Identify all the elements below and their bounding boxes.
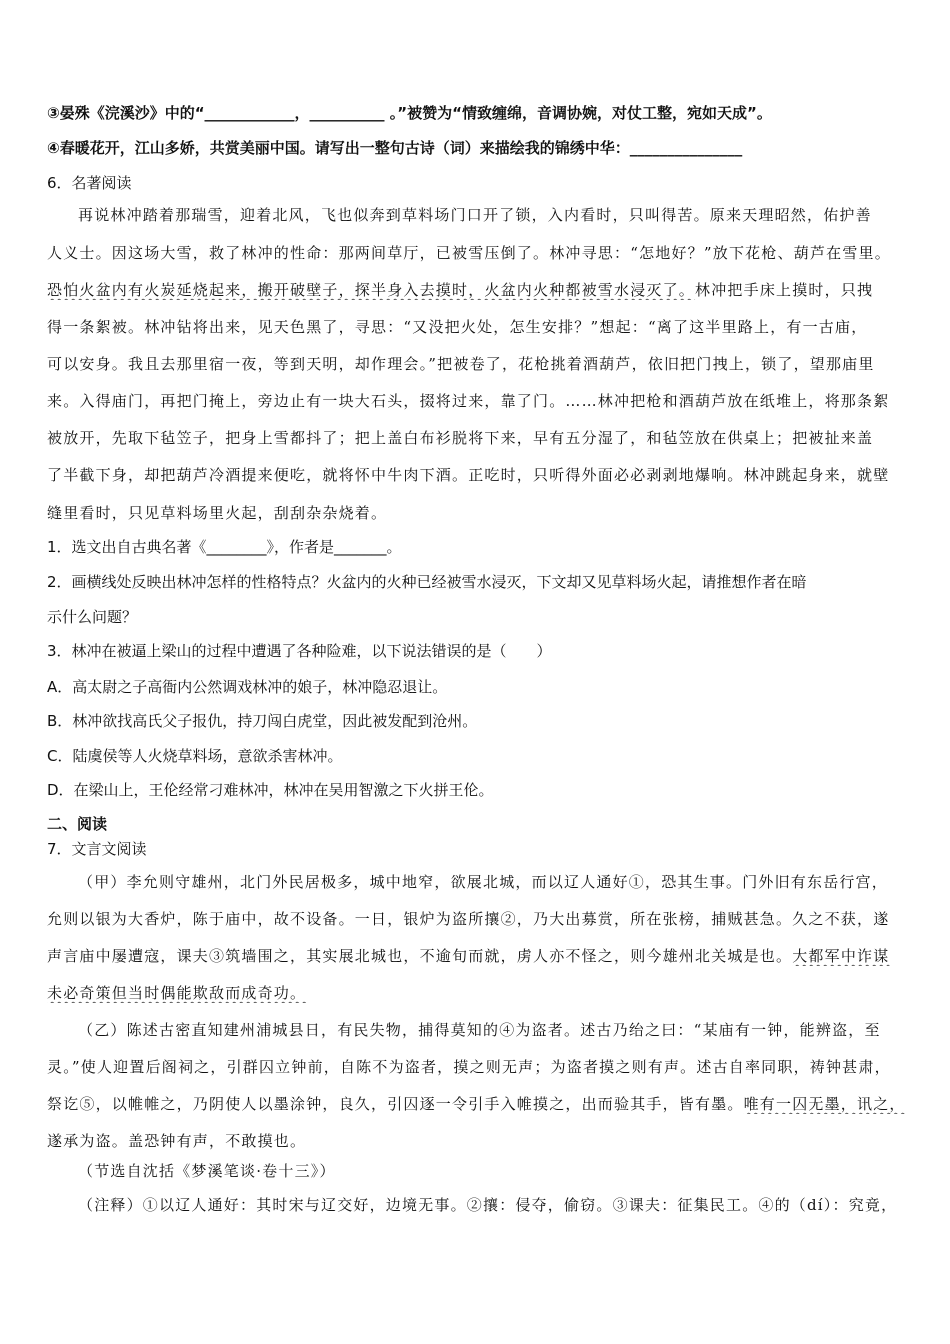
passage-line: 人义士。因这场大雪，救了林冲的性命：那两间草厅，已被雪压倒了。林冲寻思：“怎地好？”放下花枪、葫芦在雪里。 xyxy=(47,244,891,262)
question-7-title: 7．文言文阅读 xyxy=(47,840,147,858)
poem-item-4: ④春暖花开，江山多娇，共赏美丽中国。请写出一整句古诗（词）来描绘我的锦绣中华：_______________ xyxy=(47,139,743,157)
passage-line: 可以安身。我且去那里宿一夜，等到天明，却作理会。”把被卷了，花枪挑着酒葫芦，依旧把门拽上，锁了，望那庙里 xyxy=(47,355,875,373)
section-2-heading: 二、阅读 xyxy=(47,815,108,833)
jia-line-head: 声言庙中屡遭寇，课夫③筑墙围之，其实展北城也，不逾旬而就，虏人亦不怪之，则今雄州北关城是也。 xyxy=(47,947,793,965)
jia-passage-line: 允则以银为大香炉，陈于庙中，故不设备。一日，银炉为盗所攘②，乃大出募赏，所在张榜，捕贼甚急。久之不获，遂 xyxy=(47,910,890,928)
yi-passage-line xyxy=(47,1094,907,1114)
yi-passage-line: （乙）陈述古密直知建州浦城县日，有民失物，捕得莫知的④为盗者。述古乃绐之曰：“某庙有一钟，能辨盗，至 xyxy=(78,1021,881,1039)
option-b: B．林冲欲找高氏父子报仇，持刀闯白虎堂，因此被发配到沧州。 xyxy=(47,712,478,730)
question-6-2: 2．画横线处反映出林冲怎样的性格特点？火盆内的火种已经被雪水浸灭，下文却又见草料场火起，请推想作者在暗 xyxy=(47,573,807,591)
passage-line: 得一条絮被。林冲钻将出来，见天色黑了，寻思：“又没把火处，怎生安排？”想起：“离了这半里路上，有一古庙， xyxy=(47,318,868,336)
notes-line: （注释）①以辽人通好：其时宋与辽交好，边境无事。②攘：侵夺，偷窃。③课夫：征集民工。④的（dí）：究竟， xyxy=(78,1196,898,1214)
question-6-title: 6．名著阅读 xyxy=(47,174,132,192)
question-6-1: 1．选文出自古典名著《________》，作者是_______。 xyxy=(47,538,402,556)
passage-line-tail: 林冲把手床上摸时，只拽 xyxy=(695,281,874,299)
source-citation: （节选自沈括《梦溪笔谈·卷十三》） xyxy=(78,1162,336,1180)
option-a: A．高太尉之子高衙内公然调戏林冲的娘子，林冲隐忍退让。 xyxy=(47,678,448,696)
underlined-sentence: 唯有一囚无墨，讯之， xyxy=(743,1095,906,1113)
poem-item-3: ③晏殊《浣溪沙》中的“____________，__________ 。”被赞为“情致缠绵，音调协婉，对仗工整，宛如天成”。 xyxy=(47,104,772,122)
passage-line: 来。入得庙门，再把门掩上，旁边止有一块大石头，掇将过来，靠了门。……林冲把枪和酒葫芦放在纸堆上，将那条絮 xyxy=(47,392,890,410)
passage-line: 再说林冲踏着那瑞雪，迎着北风，飞也似奔到草料场门口开了锁，入内看时，只叫得苦。原来天理昭然，佑护善 xyxy=(78,206,872,224)
jia-passage-line xyxy=(47,983,907,1003)
question-6-3: 3．林冲在被逼上梁山的过程中遭遇了各种险难，以下说法错误的是（ ） xyxy=(47,642,552,660)
yi-passage-line: 灵。”使人迎置后阁祠之，引群囚立钟前，自陈不为盗者，摸之则无声；为盗者摸之则有声。述古自率同职，祷钟甚肃， xyxy=(47,1058,891,1076)
option-d: D．在梁山上，王伦经常刁难林冲，林冲在吴用智激之下火拼王伦。 xyxy=(47,781,494,799)
yi-line-head: 祭讫⑤，以帷帷之，乃阴使人以墨涂钟，良久，引囚逐一令引手入帷摸之，出而验其手，皆有墨。 xyxy=(47,1095,744,1113)
passage-line-underlined xyxy=(47,280,907,300)
option-c: C．陆虞侯等人火烧草料场，意欲杀害林冲。 xyxy=(47,747,343,765)
jia-passage-line xyxy=(47,946,907,966)
passage-line: 了半截下身，却把葫芦冷酒提来便吃，就将怀中牛肉下酒。正吃时，只听得外面必必剥剥地爆响。林冲跳起身来，就壁 xyxy=(47,466,890,484)
question-6-2-cont: 示什么问题？ xyxy=(47,608,138,626)
jia-passage-line: （甲）李允则守雄州，北门外民居极多，城中地窄，欲展北城，而以辽人通好①，恐其生事。门外旧有东岳行宫， xyxy=(78,873,889,891)
underlined-sentence: 大都军中诈谋 xyxy=(792,947,890,965)
yi-passage-line: 遂承为盗。盖恐钟有声，不敢摸也。 xyxy=(47,1132,307,1150)
passage-line: 被放开，先取下毡笠子，把身上雪都抖了；把上盖白布衫脱将下来，早有五分湿了，和毡笠放在供桌上；把被扯来盖 xyxy=(47,429,874,447)
underlined-sentence: 恐怕火盆内有火炭延烧起来，搬开破壁子，探半身入去摸时，火盆内火种都被雪水浸灭了。 xyxy=(47,281,696,299)
underlined-sentence: 未必奇策但当时偶能欺敌而成奇功。 xyxy=(47,984,307,1002)
passage-line: 缝里看时，只见草料场里火起，刮刮杂杂烧着。 xyxy=(47,504,388,522)
